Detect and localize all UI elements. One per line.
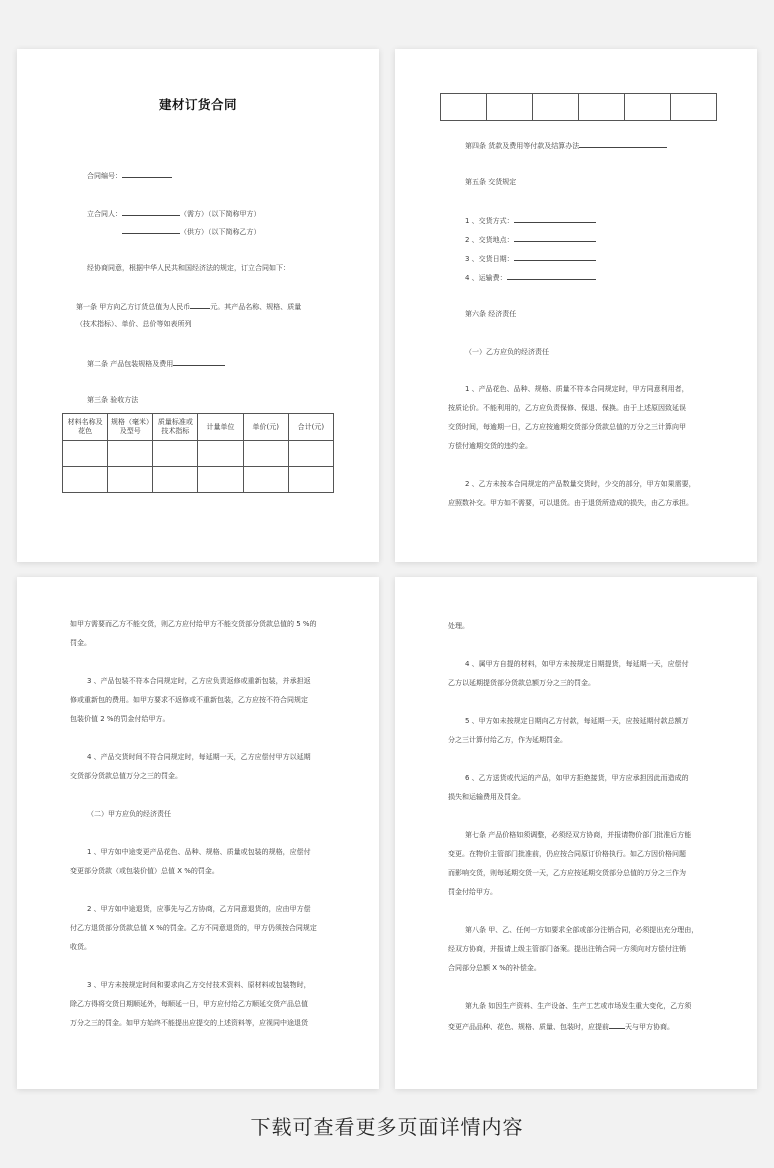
packaging-blank [173, 358, 225, 366]
paragraph-line: 4 、产品交货时间不符合同规定时，每延期一天，乙方应偿付甲方以延期 [87, 753, 311, 761]
goods-table-header [63, 414, 334, 441]
paragraph-line: 1 、甲方如中途变更产品花色、品种、规格、质量或包装的规格，应偿付 [87, 848, 311, 856]
article-1-line-1 [76, 301, 301, 312]
article-3-text: 第三条 验收方法 [87, 396, 139, 404]
article-1-line-2: （技术指标）、单价、总价等如表所列 [76, 320, 192, 328]
contract-number-blank [122, 170, 172, 178]
contract-number-line [87, 170, 172, 181]
paragraph-line: 而影响交货，则每延期交货一天，乙方应按延期交货部分总值的万分之三作为 [448, 869, 686, 877]
header-spec: 规格（毫米）及型号 [108, 414, 153, 441]
paragraph-line: 经双方协商，并报请上级主管部门备案。提出注销合同一方须向对方偿付注销 [448, 945, 686, 953]
paragraph-line: 2 、甲方如中途退货，应事先与乙方协商，乙方同意退货的，应由甲方偿 [87, 905, 311, 913]
paragraph-line: 按质论价。不能利用的，乙方应负责保修、保退、保换。由于上述原因致延误 [448, 404, 686, 412]
paragraph-line: 2 、乙方未按本合同规定的产品数量交货时，少交的部分，甲方如果需要， [465, 480, 696, 488]
transport-fee-label: 4 、运输费： [465, 274, 507, 282]
paragraph-line: 罚金付给甲方。 [448, 888, 497, 896]
delivery-place-label: 2 、交货地点： [465, 236, 514, 244]
paragraph-line: 分之三计算付给乙方，作为延期罚金。 [448, 736, 567, 744]
header-price: 单价(元) [243, 414, 288, 441]
delivery-method-label: 1 、交货方式： [465, 217, 514, 225]
article-9-line-2 [448, 1021, 674, 1032]
paragraph-line: 第九条 如因生产资料、生产设备、生产工艺或市场发生重大变化，乙方须 [465, 1002, 692, 1010]
article-9-text-a: 变更产品品种、花色、规格、质量、包装时，应提前 [448, 1023, 609, 1031]
header-material: 材料名称及花色 [63, 414, 108, 441]
article-5-text: 第五条 交货规定 [465, 178, 517, 186]
party-a-blank [122, 208, 180, 216]
paragraph-line: 变更。在物价主管部门批准前，仍应按合同原订价格执行。如乙方因价格问题 [448, 850, 686, 858]
delivery-date-blank [514, 253, 596, 261]
paragraph-line: 合同部分总额 X %的补偿金。 [448, 964, 541, 972]
paragraph-line: 收货。 [70, 943, 91, 951]
paragraph-line: 交货时间，每逾期一日，乙方应按逾期交货部分货款总值的万分之三计算向甲 [448, 423, 686, 431]
delivery-date [465, 253, 596, 264]
header-quality: 质量标准或技术指标 [153, 414, 198, 441]
paragraph-line: 应照数补交。甲方如不需要，可以退货。由于退货所造成的损失，由乙方承担。 [448, 499, 693, 507]
paragraph-line: 万分之三的罚金。如甲方始终不能提出应提交的上述资料等，应视同中途退货 [70, 1019, 308, 1027]
article-6-text: 第六条 经济责任 [465, 310, 517, 318]
paragraph-line: 第七条 产品价格如须调整，必须经双方协商，并报请物价部门批准后方能 [465, 831, 692, 839]
paragraph-line: 损失和运输费用及罚金。 [448, 793, 525, 801]
paragraph-line: 4 、属甲方自提的材料，如甲方未按规定日期提货，每延期一天，应偿付 [465, 660, 689, 668]
paragraph-line: 1 、产品花色、品种、规格、质量不符本合同规定时，甲方同意利用者， [465, 385, 689, 393]
transport-fee-blank [507, 272, 596, 280]
table-continuation [440, 93, 717, 121]
party-a-line [87, 208, 261, 219]
article-9-text-b: 天与甲方协商。 [625, 1023, 674, 1031]
paragraph-line: 变更部分货款（或包装价值）总值 X %的罚金。 [70, 867, 219, 875]
contract-title: 建材订货合同 [158, 97, 237, 112]
paragraph-line: 修或重新包的费用。如甲方要求不返修或不重新包装，乙方应按不符合同规定 [70, 696, 308, 704]
transport-fee [465, 272, 596, 283]
paragraph-line: 如甲方需要而乙方不能交货，则乙方应付给甲方不能交货部分货款总值的 5 %的 [70, 620, 317, 628]
party-b-line [122, 226, 261, 237]
section-a-responsibility: （二）甲方应负的经济责任 [87, 810, 171, 818]
document-page-3 [17, 577, 379, 1089]
document-page-2 [395, 49, 757, 562]
paragraph-line: 付乙方退货部分货款总值 X %的罚金。乙方不同意退货的，甲方仍须按合同规定 [70, 924, 317, 932]
article-1-text-a: 第一条 甲方向乙方订货总值为人民币 [76, 303, 191, 311]
delivery-method-blank [514, 215, 596, 223]
delivery-place [465, 234, 596, 245]
paragraph-line: 方偿付逾期交货的违约金。 [448, 442, 532, 450]
document-page-1 [17, 49, 379, 562]
paragraph-line: 罚金。 [70, 639, 91, 647]
paragraph-line: 3 、产品包装不符本合同规定时，乙方应负责返修或重新包装，并承担返 [87, 677, 311, 685]
paragraph-line: 6 、乙方送货或代运的产品，如甲方拒绝接货，甲方应承担因此而造成的 [465, 774, 689, 782]
table-row [63, 441, 334, 467]
article-2-text: 第二条 产品包装规格及费用 [87, 360, 174, 368]
party-b-blank [122, 226, 180, 234]
header-total: 合计(元) [288, 414, 333, 441]
goods-table [62, 413, 334, 493]
days-blank [609, 1021, 625, 1029]
payment-blank [579, 140, 667, 148]
parties-label: 立合同人： [87, 210, 122, 218]
delivery-method [465, 215, 596, 226]
paragraph-line: 包装价值 2 %的罚金付给甲方。 [70, 715, 170, 723]
paragraph-line: 第八条 甲、乙、任何一方如要求全部或部分注销合同，必须提出充分理由， [465, 926, 699, 934]
article-4-line [465, 140, 667, 151]
party-a-role: （需方）（以下简称甲方） [180, 210, 261, 218]
article-4-text: 第四条 货款及费用等付款及结算办法 [465, 142, 580, 150]
paragraph-line: 5 、甲方如未按规定日期向乙方付款，每延期一天，应按延期付款总额万 [465, 717, 689, 725]
document-page-4 [395, 577, 757, 1089]
header-unit: 计量单位 [198, 414, 243, 441]
paragraph-line: 3 、甲方未按规定时间和要求向乙方交付技术资料、原材料或包装物时， [87, 981, 311, 989]
download-hint: 下载可查看更多页面详情内容 [250, 1115, 524, 1139]
paragraph-line: 交货部分货款总值万分之三的罚金。 [70, 772, 182, 780]
article-2-line [87, 358, 225, 369]
paragraph-line: 乙方以延期提货部分货款总额万分之三的罚金。 [448, 679, 595, 687]
intro-text: 经协商同意，根据中华人民共和国经济法的规定，订立合同如下： [87, 264, 290, 272]
section-b-responsibility: （一）乙方应负的经济责任 [465, 348, 549, 356]
paragraph-line: 除乙方得将交货日期顺延外，每顺延一日，甲方应付给乙方顺延交货产品总值 [70, 1000, 308, 1008]
contract-number-label: 合同编号： [87, 172, 122, 180]
delivery-date-label: 3 、交货日期： [465, 255, 514, 263]
amount-blank [190, 301, 210, 309]
table-row [63, 467, 334, 493]
paragraph-line: 处理。 [448, 622, 469, 630]
party-b-role: （供方）（以下简称乙方） [180, 228, 261, 236]
article-1-text-b: 元。其产品名称、规格、质量 [210, 303, 302, 311]
delivery-place-blank [514, 234, 596, 242]
